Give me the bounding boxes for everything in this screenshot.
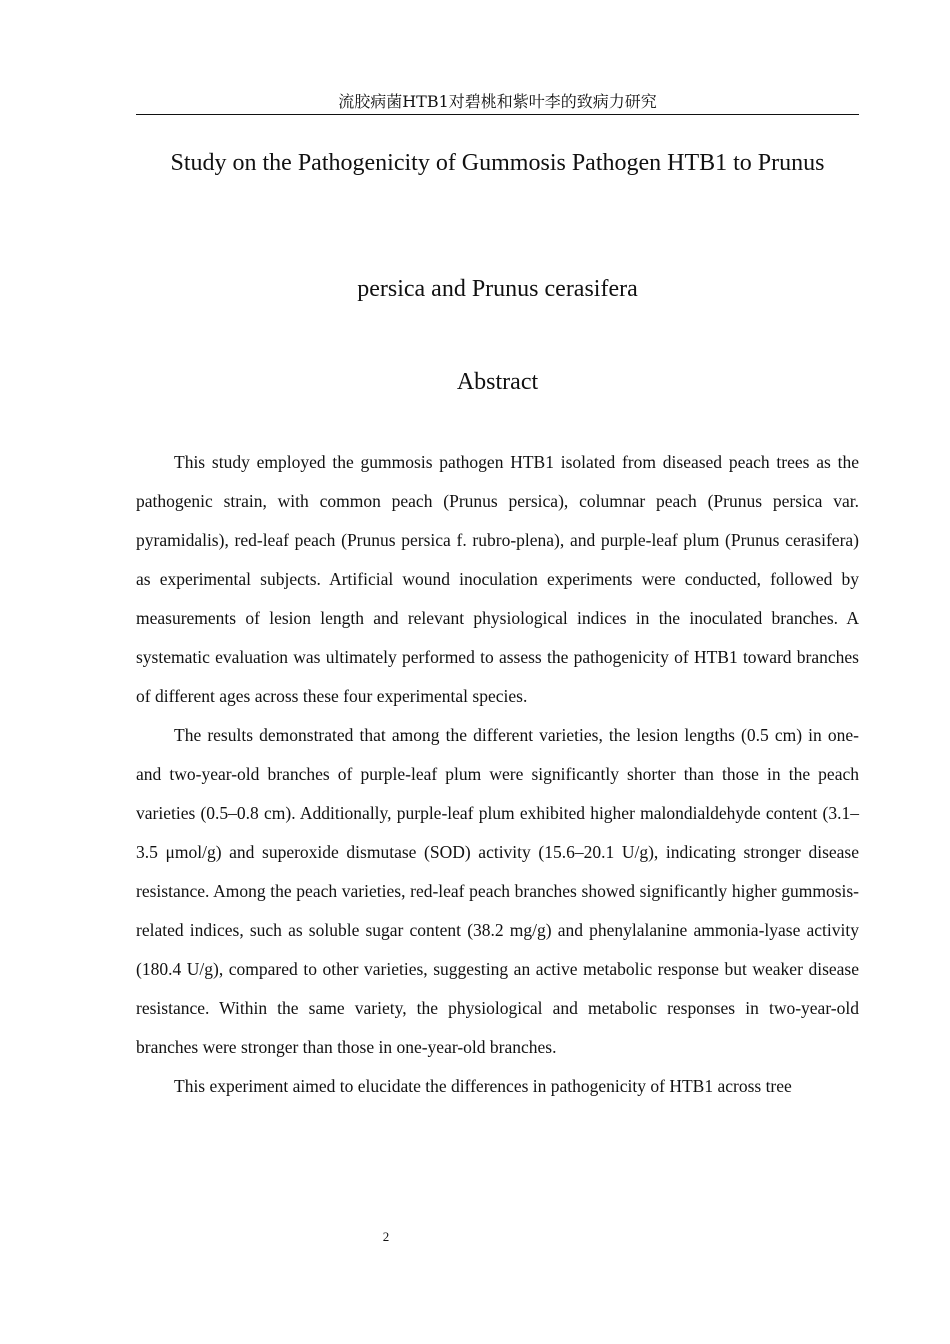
abstract-paragraph-3: This experiment aimed to elucidate the differences in pathogenicity of HTB1 across tree [174, 1076, 792, 1096]
header-rule [136, 114, 859, 115]
abstract-paragraph-2: The results demonstrated that among the different varieties, the lesion lengths (0.5 cm) in one- and two-year-old branches of purple-leaf plum were significantly shorter than those in the peach varieties (0.5–0.8 cm). Additionally, purple-leaf plum exhibited higher malondialdehyde content (3.1–3.5 μmol/g) and superoxide dismutase (SOD) activity (15.6–20.1 U/g), indicating stronger disease resistance. Among the peach varieties, red-leaf peach branches showed significantly higher gummosis-related indices, such as soluble sugar content (38.2 mg/g) and phenylalanine ammonia-lyase activity (180.4 U/g), compared to other varieties, suggesting an active metabolic response but weaker disease resistance. Within the same variety, the physiological and metabolic responses in two-year-old branches were stronger than those in one-year-old branches. [136, 725, 859, 1057]
abstract-body [136, 443, 859, 1106]
abstract-paragraph-1: This study employed the gummosis pathogen HTB1 isolated from diseased peach trees as the pathogenic strain, with common peach (Prunus persica), columnar peach (Prunus persica var. pyramidalis), red-leaf peach (Prunus persica f. rubro-plena), and purple-leaf plum (Prunus cerasifera) as experimental subjects. Artificial wound inoculation experiments were conducted, followed by measurements of lesion length and relevant physiological indices in the inoculated branches. A systematic evaluation was ultimately performed to assess the pathogenicity of HTB1 toward branches of different ages across these four experimental species. [136, 452, 859, 706]
page-number: 2 [382, 1229, 390, 1244]
paper-title-line-1: Study on the Pathogenicity of Gummosis Pathogen HTB1 to Prunus [170, 150, 825, 176]
paper-title-line-2: persica and Prunus cerasifera [357, 276, 638, 302]
abstract-heading: Abstract [456, 369, 539, 395]
running-header: 流胶病菌HTB1对碧桃和紫叶李的致病力研究 [338, 92, 657, 111]
